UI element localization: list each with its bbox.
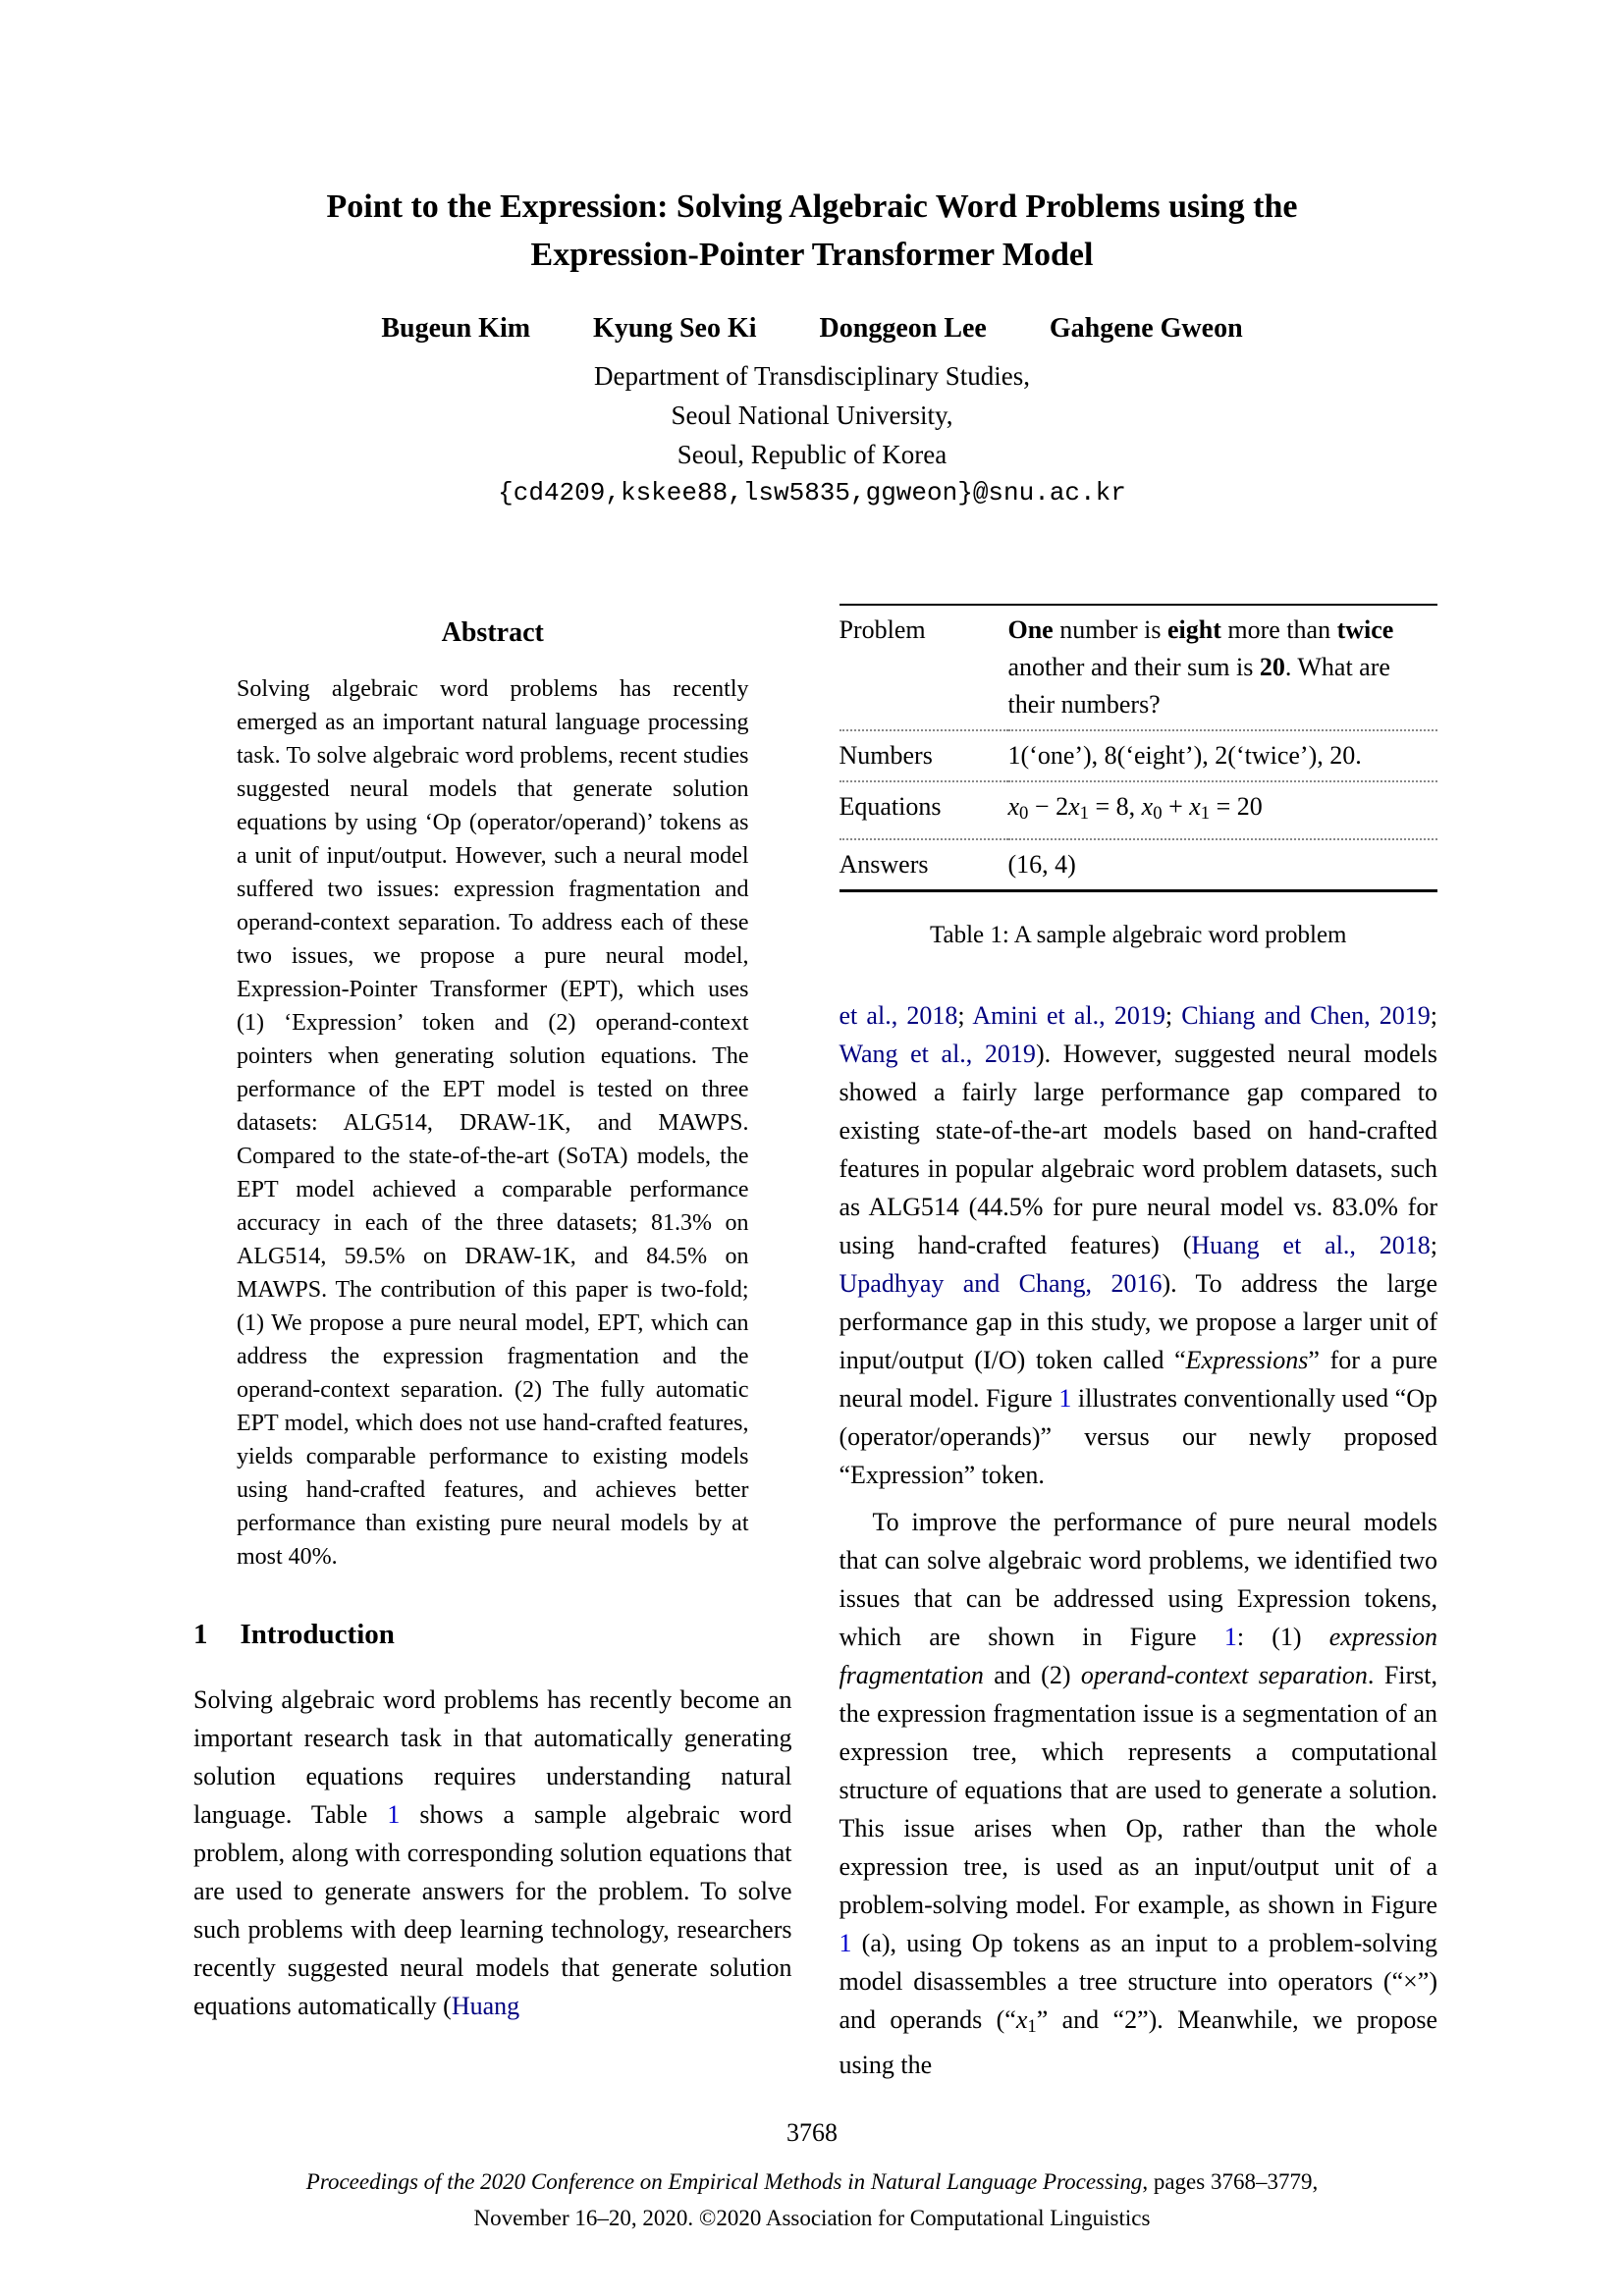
body-paragraph-continued bbox=[839, 996, 1438, 1494]
text-run: 1 bbox=[1027, 2015, 1037, 2037]
title-line-2: Expression-Pointer Transformer Model bbox=[530, 237, 1094, 274]
text-run: 0 bbox=[1153, 802, 1163, 824]
text-run: and (2) bbox=[983, 1660, 1081, 1689]
paper-title bbox=[0, 183, 1624, 280]
section-title: Introduction bbox=[240, 1618, 395, 1650]
text-run: ; bbox=[957, 1000, 973, 1030]
two-column-body bbox=[193, 598, 1437, 2084]
left-column bbox=[193, 598, 792, 2084]
text-run: eight bbox=[1167, 614, 1221, 644]
page-number: 3768 bbox=[786, 2118, 838, 2147]
affiliation-line-1: Department of Transdisciplinary Studies, bbox=[594, 360, 1030, 391]
text-run: operand-context separation bbox=[1080, 1660, 1368, 1689]
text-run: To improve the performance of pure neural models that can solve algebraic word problems, we identified two issues that can be addressed using Expression tokens, which are shown in Figure bbox=[839, 1507, 1437, 1651]
text-run: ” for a pure neural model. Figure bbox=[839, 1345, 1437, 1413]
text-run: . First, the expression fragmentation issue is a segmentation of an expression tree, which represents a computational structure of equations that are used to generate a solution. This issue arises when Op, rather than the whole expression tree, is used as an input/output unit of a problem-solving model. For example, as shown in Figure bbox=[839, 1660, 1438, 1919]
text-run: ). However, suggested neural models showed a fairly large performance gap compared to existing state-of-the-art models based on hand-crafted features in popular algebraic word problem datasets, such as ALG514 (44.5% for pure neural model vs. 83.0% for using hand-crafted features) ( bbox=[839, 1039, 1437, 1259]
table-row-label: Numbers bbox=[839, 730, 1008, 781]
text-run: twice bbox=[1336, 614, 1394, 644]
table-row bbox=[839, 605, 1438, 730]
citation-link[interactable]: Huang bbox=[451, 1991, 520, 2020]
table-row bbox=[839, 781, 1438, 839]
title-line-1: Point to the Expression: Solving Algebraic Word Problems using the bbox=[326, 188, 1298, 225]
sample-table-body bbox=[839, 605, 1438, 891]
text-run: + bbox=[1162, 791, 1190, 821]
text-run: illustrates conventionally used “Op (operator/operands)” versus our newly proposed “Expression” token. bbox=[839, 1383, 1437, 1489]
intro-paragraph bbox=[193, 1681, 792, 2025]
table-row bbox=[839, 730, 1438, 781]
text-run: − 2 bbox=[1028, 791, 1069, 821]
text-run: x bbox=[1068, 791, 1080, 821]
text-run: 1(‘one’), 8(‘eight’), 2(‘twice’), 20. bbox=[1007, 740, 1362, 770]
text-run: 20 bbox=[1259, 652, 1285, 681]
citation-link[interactable]: Upadhyay and Chang, 2016 bbox=[839, 1268, 1163, 1298]
text-run: x bbox=[1189, 791, 1201, 821]
reference-link[interactable]: 1 bbox=[1058, 1383, 1072, 1413]
author-name: Bugeun Kim bbox=[381, 312, 531, 344]
text-run: One bbox=[1007, 614, 1054, 644]
table-caption: Table 1: A sample algebraic word problem bbox=[929, 921, 1347, 948]
text-run: , pages 3768–3779, bbox=[1142, 2169, 1319, 2194]
table-row-label: Answers bbox=[839, 839, 1008, 891]
text-run: (a), using Op tokens as an input to a problem-solving model disassembles a tree structure into operators (“×”) and operands (“ bbox=[839, 1928, 1437, 2034]
affiliation-line-3: Seoul, Republic of Korea bbox=[677, 439, 947, 469]
abstract-body: Solving algebraic word problems has recently emerged as an important natural language processing task. To solve algebraic word problems, recent studies suggested neural models that generate solution equations by using ‘Op (operator/operand)’ tokens as a unit of input/output. However, such a neural model suffered two issues: expression fragmentation and operand-context separation. To address each of these two issues, we propose a pure neural model, Expression-Pointer Transformer (EPT), which uses (1) ‘Expression’ token and (2) operand-context pointers when generating solution equations. The performance of the EPT model is tested on three datasets: ALG514, DRAW-1K, and MAWPS. Compared to the state-of-the-art (SoTA) models, the EPT model achieved a comparable performance accuracy in each of the three datasets; 81.3% on ALG514, 59.5% on DRAW-1K, and 84.5% on MAWPS. The contribution of this paper is two-fold; (1) We propose a pure neural model, EPT, which can address the expression fragmentation and the operand-context separation. (2) The fully automatic EPT model, which does not use hand-crafted features, yields comparable performance to existing models using hand-crafted features, and achieves better performance than existing pure neural models by at most 40%. bbox=[237, 675, 749, 1570]
table-row-content bbox=[1008, 839, 1438, 891]
reference-link[interactable]: 1 bbox=[1223, 1622, 1237, 1651]
reference-link[interactable]: 1 bbox=[839, 1928, 852, 1957]
email-line: {cd4209,kskee88,lsw5835,ggweon}@snu.ac.kr bbox=[498, 477, 1126, 507]
text-run: 0 bbox=[1019, 802, 1029, 824]
text-run: shows a sample algebraic word problem, along with corresponding solution equations that are used to generate answers for the problem. To solve such problems with deep learning technology, researchers recently suggested neural models that generate solution equations automatically ( bbox=[193, 1799, 792, 2020]
author-name: Kyung Seo Ki bbox=[593, 312, 757, 344]
text-run: Expressions bbox=[1185, 1345, 1309, 1374]
text-run: (16, 4) bbox=[1007, 849, 1076, 879]
authors-row bbox=[0, 313, 1624, 345]
right-column bbox=[839, 598, 1438, 2084]
text-run: Proceedings of the 2020 Conference on Empirical Methods in Natural Language Processing bbox=[305, 2169, 1143, 2194]
sample-problem-table bbox=[839, 604, 1438, 892]
author-name: Donggeon Lee bbox=[819, 312, 987, 344]
text-run: x bbox=[1015, 2004, 1028, 2034]
text-run: Solving algebraic word problems has recently become an important research task in that automatically generating solution equations requires understanding natural language. Table bbox=[193, 1684, 792, 1829]
text-run: = 8, bbox=[1088, 791, 1142, 821]
text-run: ). To address the large performance gap in this study, we propose a larger unit of input/output (I/O) token called “ bbox=[839, 1268, 1437, 1374]
text-run: number is bbox=[1053, 614, 1167, 644]
text-run: : (1) bbox=[1236, 1622, 1329, 1651]
abstract-heading: Abstract bbox=[441, 616, 544, 648]
citation-link[interactable]: Chiang and Chen, 2019 bbox=[1181, 1000, 1431, 1030]
text-run: ; bbox=[1164, 1000, 1182, 1030]
text-run: 1 bbox=[1079, 802, 1089, 824]
citation-link[interactable]: Huang et al., 2018 bbox=[1191, 1230, 1431, 1259]
text-run: = 20 bbox=[1210, 791, 1263, 821]
text-run: ; bbox=[1430, 1230, 1438, 1259]
section-number: 1 bbox=[193, 1618, 208, 1650]
text-run: another and their sum is bbox=[1007, 652, 1260, 681]
text-run: ” and “2”). Meanwhile, we propose using the bbox=[839, 2004, 1437, 2079]
table-row-content bbox=[1008, 781, 1438, 839]
author-name: Gahgene Gweon bbox=[1049, 312, 1243, 344]
table-row-content bbox=[1008, 730, 1438, 781]
body-paragraph-second bbox=[839, 1503, 1438, 2084]
footer-line-1 bbox=[0, 2163, 1624, 2200]
reference-link[interactable]: 1 bbox=[387, 1799, 401, 1829]
paper-header bbox=[0, 0, 1624, 507]
footer-lines bbox=[0, 2163, 1624, 2236]
footer-line-2: November 16–20, 2020. ©2020 Association for Computational Linguistics bbox=[473, 2206, 1151, 2230]
citation-link[interactable]: et al., 2018 bbox=[839, 1000, 958, 1030]
table-row-label: Problem bbox=[839, 614, 926, 644]
table-row-content bbox=[1008, 605, 1438, 730]
text-run: 1 bbox=[1200, 802, 1211, 824]
text-run: x bbox=[1007, 791, 1020, 821]
text-run: more than bbox=[1220, 614, 1337, 644]
affiliation-block bbox=[0, 356, 1624, 474]
affiliation-line-2: Seoul National University, bbox=[671, 400, 953, 430]
text-run: . What are their numbers? bbox=[1007, 652, 1390, 719]
page-footer bbox=[0, 2118, 1624, 2236]
text-run: ; bbox=[1430, 1000, 1438, 1030]
citation-link[interactable]: Amini et al., 2019 bbox=[972, 1000, 1165, 1030]
text-run: x bbox=[1141, 791, 1154, 821]
table-row-label: Equations bbox=[839, 781, 1008, 839]
citation-link[interactable]: Wang et al., 2019 bbox=[839, 1039, 1036, 1068]
table-row bbox=[839, 839, 1438, 891]
text-run: expression fragmentation bbox=[839, 1622, 1437, 1689]
section-heading-introduction bbox=[193, 1619, 792, 1651]
